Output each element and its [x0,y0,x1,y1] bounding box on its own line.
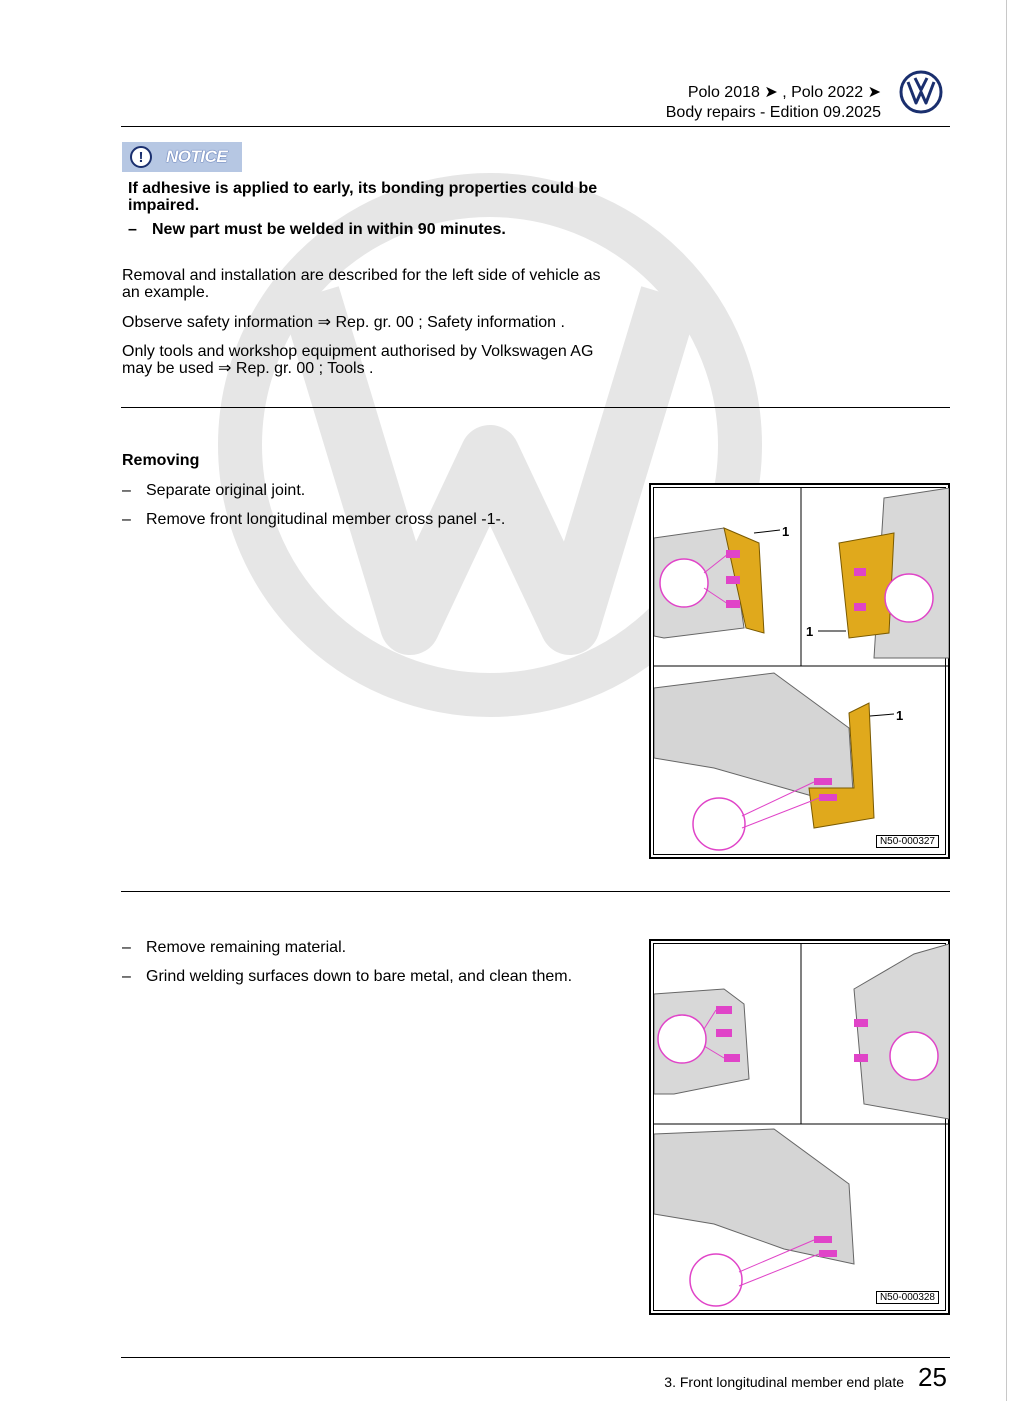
removing-step-1: – Separate original joint. [122,482,306,499]
callout-1b: 1 [806,624,814,639]
removing-title: Removing [122,452,200,469]
footer-chapter-title: 3. Front longitudinal member end plate [664,1374,904,1390]
figure-removing [649,483,950,859]
document-header [666,83,881,123]
section-rule-2 [121,891,950,892]
notice-label: NOTICE [166,147,228,166]
removing-step-2: – Remove front longitudinal member cross panel -1-. [122,511,506,528]
intro-paragraph-2: Observe safety information ⇒ Rep. gr. 00 ; Safety information . [122,314,565,331]
vw-logo-icon [899,70,943,114]
figure-grinding [649,939,950,1315]
figure-code: N50-000328 [876,1291,939,1304]
footer-rule [121,1357,950,1358]
header-edition: Body repairs - Edition 09.2025 [665,104,881,121]
intro-paragraph-1: Removal and installation are described for the left side of vehicle as an example. [122,267,601,301]
notice-badge [122,142,242,172]
grinding-step-2: – Grind welding surfaces down to bare metal, and clean them. [122,968,573,985]
figure-grinding-illustration [654,944,949,1314]
notice-step: – New part must be welded in within 90 minutes. [128,221,506,238]
intro-paragraph-3: Only tools and workshop equipment authorised by Volkswagen AG may be used ⇒ Rep. gr. 00 ; Tools . [122,343,594,377]
page-number: 25 [918,1362,947,1392]
header-rule [121,126,950,127]
figure-code: N50-000327 [876,835,939,848]
callout-1c: 1 [896,708,904,723]
grinding-step-1: – Remove remaining material. [122,939,347,956]
notice-text: If adhesive is applied to early, its bonding properties could be impaired. [128,180,598,214]
notice-step-text: New part must be welded in within 90 minutes. [152,221,506,238]
header-models: Polo 2018 ➤ , Polo 2022 ➤ [687,84,881,101]
figure-removing-illustration [654,488,949,858]
section-rule-1 [121,407,950,408]
exclamation-icon: ! [130,146,152,168]
callout-1: 1 [782,524,790,539]
